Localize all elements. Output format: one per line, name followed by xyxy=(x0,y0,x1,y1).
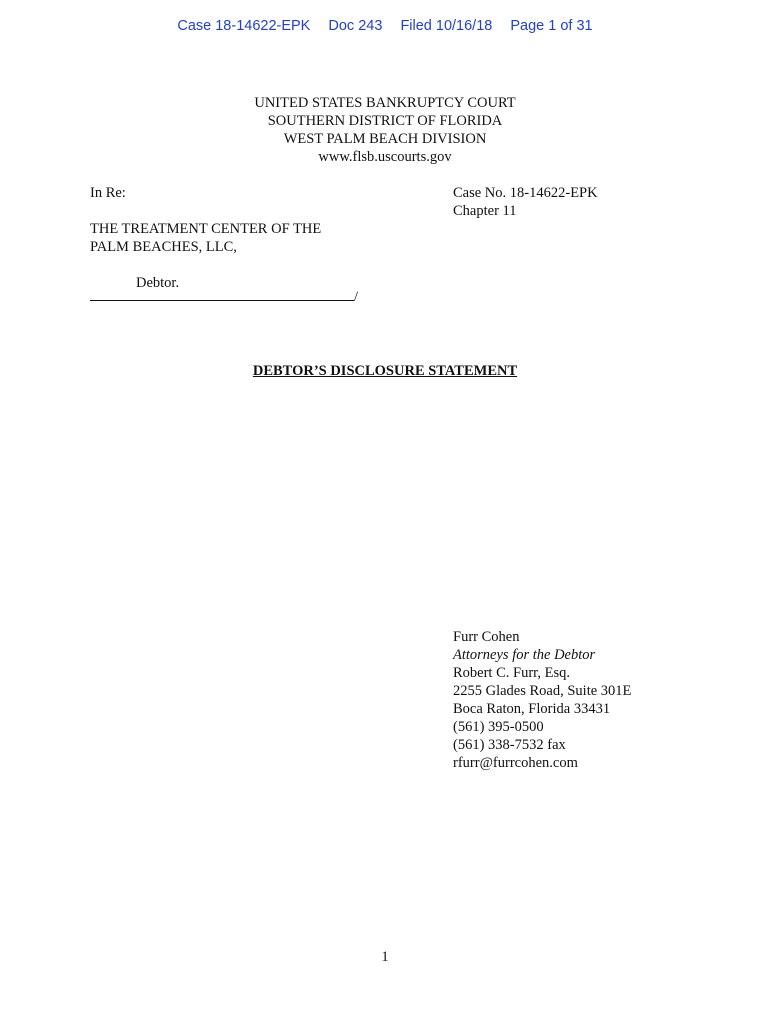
court-division: WEST PALM BEACH DIVISION xyxy=(283,131,487,147)
stamp-page: Page 1 of 31 xyxy=(510,18,593,34)
caption-rule xyxy=(90,288,358,306)
caption-left xyxy=(90,184,430,292)
fax: (561) 338-7532 fax xyxy=(453,737,566,753)
caption-slash: / xyxy=(354,289,359,305)
debtor-name-line1: THE TREATMENT CENTER OF THE xyxy=(90,221,322,237)
in-re-label: In Re: xyxy=(90,185,126,201)
caption-underline xyxy=(90,288,354,301)
court-website: www.flsb.uscourts.gov xyxy=(318,149,452,165)
stamp-doc: Doc 243 xyxy=(328,18,383,34)
stamp-filed: Filed 10/16/18 xyxy=(400,18,493,34)
stamp-case: Case 18-14622-EPK xyxy=(177,18,311,34)
debtor-name-line2: PALM BEACHES, LLC, xyxy=(90,239,237,255)
filing-stamp xyxy=(0,17,770,35)
court-name: UNITED STATES BANKRUPTCY COURT xyxy=(254,95,516,111)
debtor-label: Debtor. xyxy=(136,275,180,291)
address-line1: 2255 Glades Road, Suite 301E xyxy=(453,683,632,699)
address-line2: Boca Raton, Florida 33431 xyxy=(453,701,611,717)
counsel-block xyxy=(453,628,743,772)
email: rfurr@furrcohen.com xyxy=(453,755,578,771)
phone: (561) 395-0500 xyxy=(453,719,544,735)
caption-right xyxy=(453,184,733,220)
chapter: Chapter 11 xyxy=(453,203,517,219)
case-number: Case No. 18-14622-EPK xyxy=(453,185,598,201)
page-number: 1 xyxy=(381,949,389,965)
counsel-role: Attorneys for the Debtor xyxy=(453,647,596,663)
court-district: SOUTHERN DISTRICT OF FLORIDA xyxy=(267,113,503,129)
court-heading xyxy=(0,94,770,166)
firm-name: Furr Cohen xyxy=(453,629,520,645)
attorney-name: Robert C. Furr, Esq. xyxy=(453,665,571,681)
document-title: DEBTOR’S DISCLOSURE STATEMENT xyxy=(252,363,518,379)
